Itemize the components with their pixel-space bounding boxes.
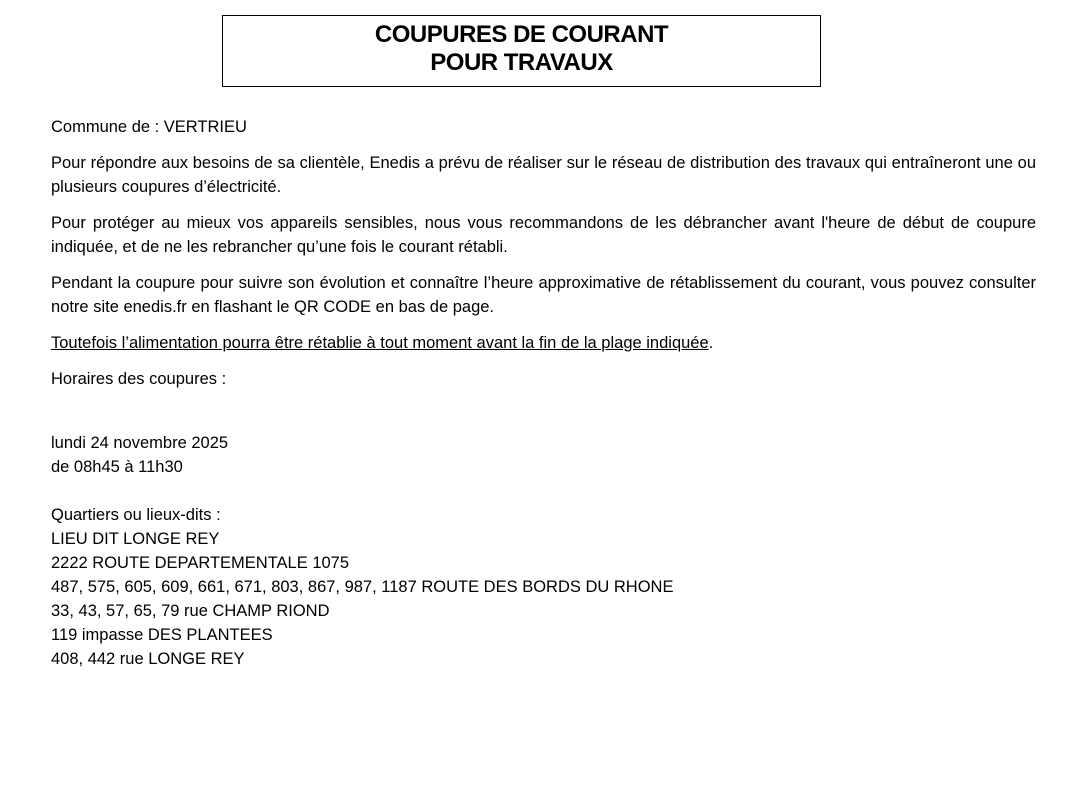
location-item: 487, 575, 605, 609, 661, 671, 803, 867, 987, 1187 ROUTE DES BORDS DU RHONE <box>51 578 674 596</box>
outage-time-range: de 08h45 à 11h30 <box>51 458 183 476</box>
commune-line: Commune de : VERTRIEU <box>51 118 247 136</box>
spacer <box>51 479 1036 503</box>
title-line-2: POUR TRAVAUX <box>430 49 613 76</box>
location-item: 119 impasse DES PLANTEES <box>51 626 273 644</box>
spacer <box>51 391 1036 431</box>
location-item: 33, 43, 57, 65, 79 rue CHAMP RIOND <box>51 602 330 620</box>
location-item: 408, 442 rue LONGE REY <box>51 650 245 668</box>
location-item: LIEU DIT LONGE REY <box>51 530 220 548</box>
locations-heading: Quartiers ou lieux-dits : <box>51 506 221 524</box>
document-body <box>51 115 1036 671</box>
title-box <box>222 15 821 87</box>
restoration-notice-text: Toutefois l’alimentation pourra être rétablie à tout moment avant la fin de la plage indiquée <box>51 334 709 352</box>
tracking-paragraph: Pendant la coupure pour suivre son évolution et connaître l’heure approximative de rétablissement du courant, vous pouvez consulter notre site enedis.fr en flashant le QR CODE en bas de page. <box>51 274 1036 316</box>
recommendation-paragraph: Pour protéger au mieux vos appareils sensibles, nous vous recommandons de les débrancher avant l'heure de début de coupure indiquée, et de ne les rebrancher qu’une fois le courant rétabli. <box>51 214 1036 256</box>
title-line-1: COUPURES DE COURANT <box>374 21 669 48</box>
schedule-heading: Horaires des coupures : <box>51 370 227 388</box>
restoration-notice <box>51 331 1036 355</box>
restoration-notice-period: . <box>708 334 714 352</box>
locations-block <box>51 503 1036 671</box>
location-item: 2222 ROUTE DEPARTEMENTALE 1075 <box>51 554 350 572</box>
schedule-block <box>51 431 1036 479</box>
outage-date: lundi 24 novembre 2025 <box>51 434 229 452</box>
intro-paragraph: Pour répondre aux besoins de sa clientèle, Enedis a prévu de réaliser sur le réseau de distribution des travaux qui entraîneront une ou plusieurs coupures d’électricité. <box>51 154 1036 196</box>
